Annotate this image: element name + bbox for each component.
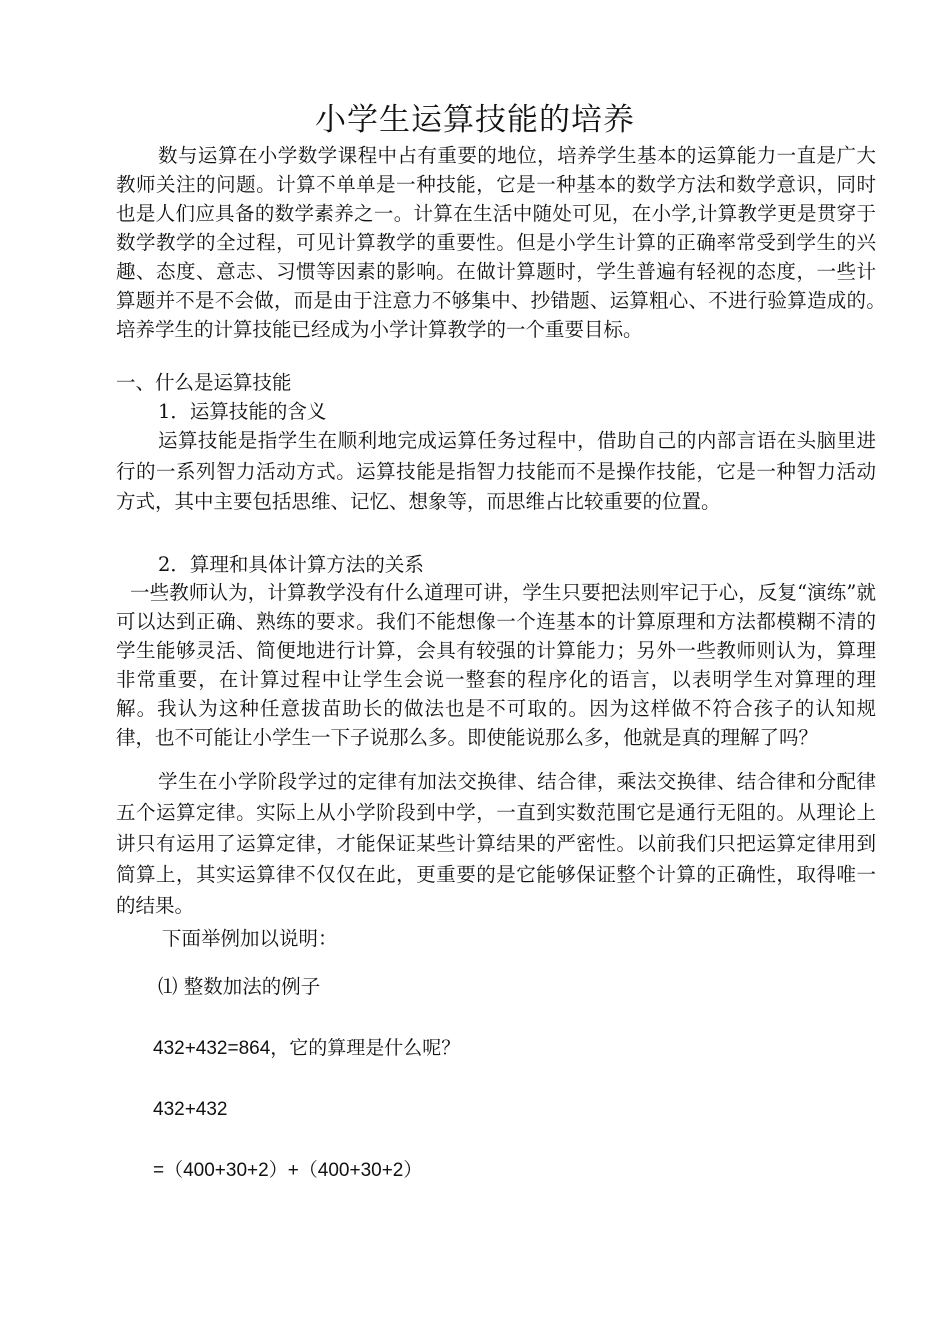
equation-1-math: 432+432=864 [153, 1038, 271, 1059]
section-heading-1: 一、什么是运算技能 [116, 371, 292, 394]
subsection-heading-2: 2．算理和具体计算方法的关系 [158, 553, 424, 576]
intro-paragraph: 数与运算在小学数学课程中占有重要的地位，培养学生基本的运算能力一直是广大教师关注的问题。计算不单单是一种技能，它是一种基本的数学方法和数学意识，同时也是人们应具备的数学素养之一。计算在生活中随处可见，在小学,计算教学更是贯穿于数学教学的全过程，可见计算教学的重要性。但是小学生计算的正确率常受到学生的兴趣、态度、意志、习惯等因素的影响。在做计算题时，学生普遍有轻视的态度，一些计算题并不是不会做，而是由于注意力不够集中、抄错题、运算粗心、不进行验算造成的。 培养学生的计算技能已经成为小学计算教学的一个重要目标。 [116, 144, 896, 341]
example-intro: 下面举例加以说明： [162, 927, 338, 950]
example-label-1: ⑴ 整数加法的例子 [158, 975, 321, 998]
equation-line-1 [153, 1034, 460, 1063]
operation-laws-paragraph: 学生在小学阶段学过的定律有加法交换律、结合律，乘法交换律、结合律和分配律五个运算定律。实际上从小学阶段到中学，一直到实数范围它是通行无阻的。从理论上讲只有运用了运算定律，才能保证某些计算结果的严密性。以前我们只把运算定律用到简算上，其实运算律不仅仅在此，更重要的是它能够保证整个计算的正确性，取得唯一的结果。 [116, 770, 876, 917]
arithmetic-principle-paragraph: 一些教师认为，计算教学没有什么道理可讲，学生只要把法则牢记于心，反复“演练”就可以达到正确、熟练的要求。我们不能想像一个连基本的计算原理和方法都模糊不清的学生能够灵活、简便地进行计算，会具有较强的计算能力；另外一些教师则认为，算理非常重要，在计算过程中让学生会说一整套的程序化的语言，以表明学生对算理的理解。我认为这种任意拔苗助长的做法也是不可取的。因为这样做不符合孩子的认知规律，也不可能让小学生一下子说那么多。即使能说那么多，他就是真的理解了吗？ [116, 581, 876, 749]
equation-line-3: =（400+30+2）+（400+30+2） [153, 1160, 423, 1181]
subsection-heading-1: 1．运算技能的含义 [158, 400, 327, 423]
equation-line-2: 432+432 [153, 1099, 228, 1120]
document-title: 小学生运算技能的培养 [315, 102, 635, 138]
equation-1-question: ，它的算理是什么呢？ [270, 1037, 461, 1059]
skill-definition-paragraph: 运算技能是指学生在顺利地完成运算任务过程中，借助自己的内部言语在头脑里进行的一系列智力活动方式。运算技能是指智力技能而不是操作技能，它是一种智力活动方式，其中主要包括思维、记忆、想象等，而思维占比较重要的位置。 [116, 429, 876, 513]
